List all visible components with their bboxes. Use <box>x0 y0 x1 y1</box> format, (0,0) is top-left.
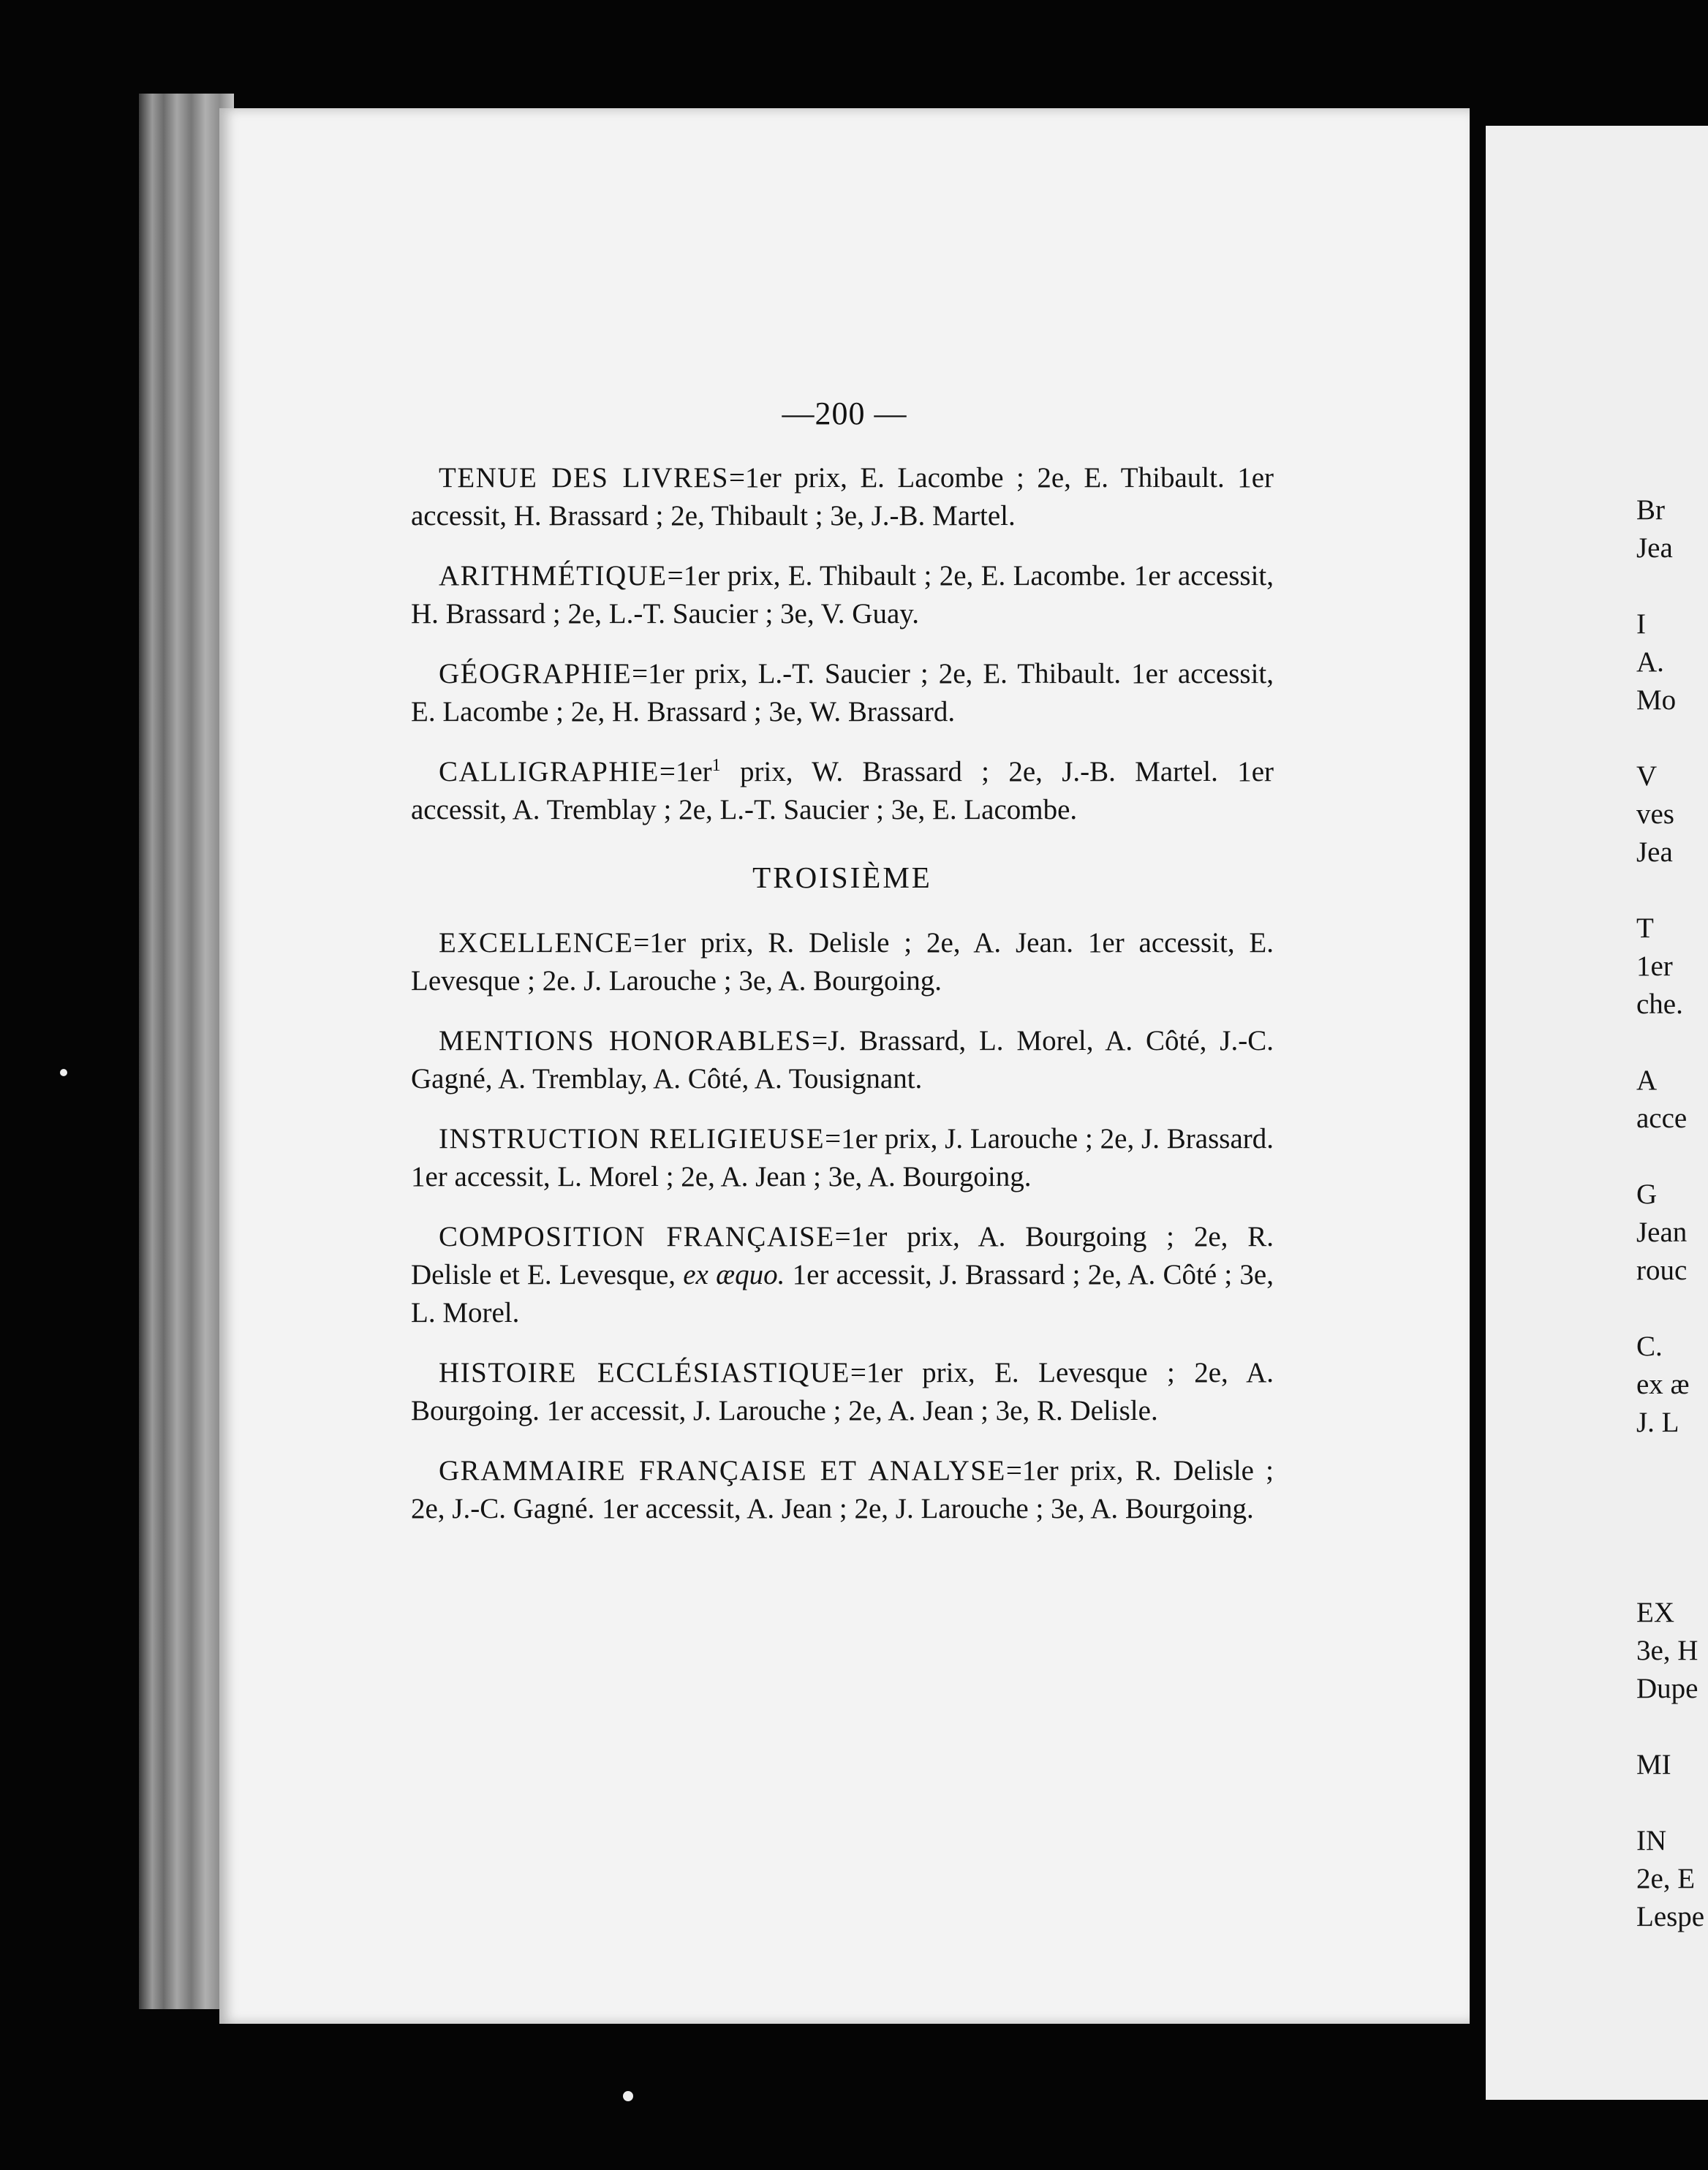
facing-page-text <box>1636 491 1708 1936</box>
scan-speck <box>60 1069 67 1076</box>
award-paragraph <box>411 924 1274 1000</box>
facing-page-fragment <box>1636 1024 1708 1062</box>
separator: = <box>1005 1455 1022 1486</box>
facing-page-fragment: IN <box>1636 1825 1667 1856</box>
facing-page-fragment <box>1636 1556 1708 1594</box>
footnote-mark: 1 <box>711 756 721 775</box>
subject-heading: MENTIONS HONORABLES <box>439 1025 812 1056</box>
facing-page-fragment: che. <box>1636 988 1683 1020</box>
facing-page-fragment: C. <box>1636 1331 1663 1362</box>
facing-page-fragment <box>1636 1138 1708 1176</box>
separator: = <box>632 658 649 689</box>
award-text: 1er accessit, J. Brassard ; 2e, A. Côté ; 3e, L. Morel. <box>411 1259 1274 1328</box>
subject-heading: ARITHMÉTIQUE <box>439 560 668 591</box>
facing-page-fragment: Jea <box>1636 532 1673 564</box>
facing-page-fragment <box>1636 1784 1708 1822</box>
separator: = <box>728 462 745 494</box>
separator: = <box>825 1123 842 1154</box>
award-text: 1er prix, E. Thibault ; 2e, E. Lacombe. 1er accessit, H. Brassard ; 2e, L.-T. Saucier ; 3e, V. Guay. <box>411 560 1274 630</box>
italic-phrase: ex æquo. <box>683 1259 785 1290</box>
separator: = <box>812 1025 828 1056</box>
separator: = <box>659 756 676 787</box>
facing-page-fragment: Br <box>1636 494 1665 526</box>
facing-page-fragment: A <box>1636 1065 1658 1096</box>
facing-page-fragment: ex æ <box>1636 1369 1690 1400</box>
facing-page-fragment <box>1636 1708 1708 1746</box>
facing-page-fragment <box>1636 1480 1708 1518</box>
award-text: 1er prix, R. Delisle ; 2e, A. Jean. 1er accessit, E. Levesque ; 2e. J. Larouche ; 3e, A. Bourgoing. <box>411 927 1274 997</box>
facing-page-fragment: 2e, E <box>1636 1863 1696 1894</box>
facing-page-fragment: EX <box>1636 1597 1674 1628</box>
facing-page-fragment: Jean <box>1636 1217 1688 1248</box>
section-heading: TROISIÈME <box>752 861 932 894</box>
facing-page-fragment: MI <box>1636 1749 1671 1780</box>
subject-heading: INSTRUCTION RELIGIEUSE <box>439 1123 825 1154</box>
subject-heading: TENUE DES LIVRES <box>439 462 729 494</box>
facing-page-fragment: Jea <box>1636 836 1673 868</box>
facing-page-fragment <box>1636 1442 1708 1480</box>
award-text: prix, W. Brassard ; 2e, J.-B. Martel. 1er accessit, A. Tremblay ; 2e, L.-T. Saucier ; 3e, E. Lacombe. <box>411 756 1274 825</box>
facing-page-fragment: T <box>1636 912 1654 944</box>
facing-page-fragment <box>1636 1518 1708 1556</box>
award-text: 1er prix, E. Levesque ; 2e, A. Bourgoing. 1er accessit, J. Larouche ; 2e, A. Jean ; 3e, R. Delisle. <box>411 1357 1274 1426</box>
page-content <box>411 459 1274 1550</box>
facing-page-fragment: 3e, H <box>1636 1635 1698 1666</box>
facing-page-fragment: I <box>1636 608 1646 640</box>
facing-page-fragment: ves <box>1636 798 1674 830</box>
award-text: 1er prix, A. Bourgoing ; 2e, R. Delisle et E. Levesque, <box>411 1221 1274 1290</box>
award-paragraph <box>411 459 1274 535</box>
facing-page-fragment <box>1636 567 1708 605</box>
separator: = <box>633 927 650 959</box>
award-text: 1er prix, R. Delisle ; 2e, J.-C. Gagné. 1er accessit, A. Jean ; 2e, J. Larouche ; 3e, A. Bourgoing. <box>411 1455 1274 1524</box>
subject-heading: GRAMMAIRE FRANÇAISE ET ANALYSE <box>439 1455 1006 1486</box>
subject-heading: COMPOSITION FRANÇAISE <box>439 1221 835 1252</box>
facing-page-fragment: Dupe <box>1636 1673 1698 1704</box>
facing-page-fragment: V <box>1636 760 1658 792</box>
award-paragraph <box>411 557 1274 633</box>
award-paragraph <box>411 1354 1274 1430</box>
scan-speck <box>623 2091 633 2101</box>
award-paragraph <box>411 1120 1274 1196</box>
facing-page-fragment: 1er <box>1636 950 1673 982</box>
facing-page-fragment: J. L <box>1636 1407 1679 1438</box>
subject-heading: EXCELLENCE <box>439 927 634 959</box>
subject-heading: GÉOGRAPHIE <box>439 658 632 689</box>
facing-page-fragment: G <box>1636 1179 1658 1210</box>
facing-page-fragment: acce <box>1636 1103 1688 1134</box>
award-text: 1er prix, J. Larouche ; 2e, J. Brassard. 1er accessit, L. Morel ; 2e, A. Jean ; 3e, A. Bourgoing. <box>411 1123 1274 1192</box>
award-paragraph <box>411 1218 1274 1332</box>
award-paragraph <box>411 753 1274 829</box>
facing-page-fragment: A. <box>1636 646 1664 678</box>
separator: = <box>834 1221 851 1252</box>
award-paragraph <box>411 1452 1274 1528</box>
page-number: —200 — <box>782 396 907 431</box>
subject-heading: CALLIGRAPHIE <box>439 756 660 787</box>
award-text: 1er prix, L.-T. Saucier ; 2e, E. Thibault. 1er accessit, E. Lacombe ; 2e, H. Brassard ; 3e, W. Brassard. <box>411 658 1274 727</box>
award-paragraph <box>411 1022 1274 1098</box>
facing-page-fragment: Lespe <box>1636 1901 1705 1932</box>
book-page <box>219 108 1470 2024</box>
prize-rank: 1er <box>675 756 712 787</box>
award-paragraph <box>411 655 1274 731</box>
facing-page-fragment <box>1636 719 1708 757</box>
subject-heading: HISTOIRE ECCLÉSIASTIQUE <box>439 1357 850 1388</box>
award-text: J. Brassard, L. Morel, A. Côté, J.-C. Gagné, A. Tremblay, A. Côté, A. Tousignant. <box>411 1025 1274 1095</box>
facing-page-fragment: rouc <box>1636 1255 1688 1286</box>
separator: = <box>667 560 684 591</box>
facing-page-fragment <box>1636 1290 1708 1328</box>
facing-page-fragment <box>1636 872 1708 910</box>
facing-page-fragment: Mo <box>1636 684 1677 716</box>
award-text: 1er prix, E. Lacombe ; 2e, E. Thibault. 1er accessit, H. Brassard ; 2e, Thibault ; 3e, J.-B. Martel. <box>411 462 1274 532</box>
separator: = <box>850 1357 866 1388</box>
